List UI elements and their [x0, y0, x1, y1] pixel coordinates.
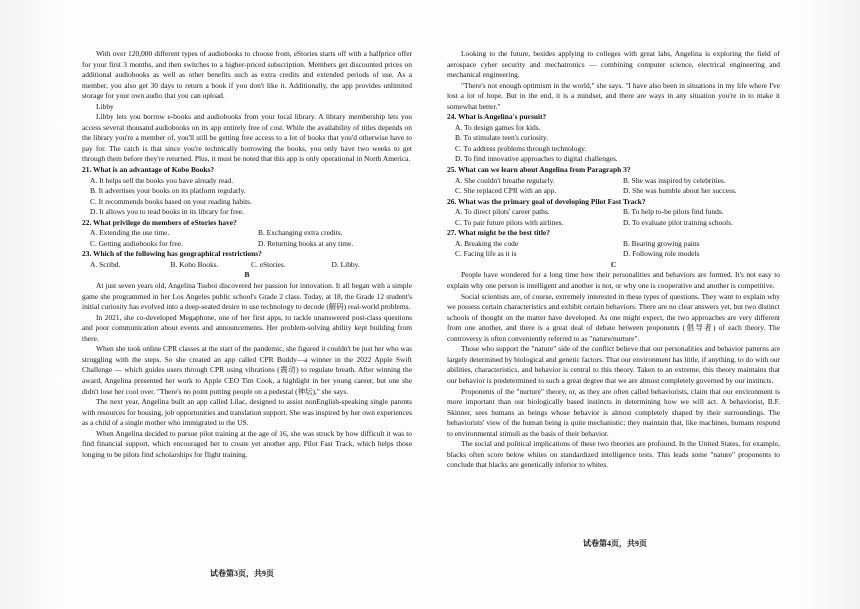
q27-option-b: B. Bearing growing pains [623, 238, 700, 248]
q26-options-row-1 [447, 207, 780, 218]
q25-option-a: A. She couldn't breathe regularly. [455, 175, 555, 185]
q21-option-c: C. It recommends books based on your reading habits. [90, 196, 252, 206]
q26-options-row-2 [447, 218, 780, 229]
passage-b-paragraph: The next year, Angelina built an app called Lilac, designed to assist nonEnglish-speaking single parents with resources for housing, job opportunities and translation support. She was inspired by her own experiences as a child of a single mother who immigrated to the US. [82, 397, 412, 428]
q22-options-row-1 [82, 228, 412, 239]
question-25: 25. What can we learn about Angelina from Paragraph 3? [447, 165, 631, 175]
libby-heading: Libby [96, 101, 114, 111]
q26-option-c: C. To pair future pilots with airlines. [455, 217, 564, 227]
q27-option-a: A. Breaking the code [455, 238, 519, 248]
q24-option-d: D. To find innovative approaches to digital challenges. [455, 154, 618, 164]
passage-b-paragraph: "There's not enough optimism in the world," she says. "I have also been in situations in my life where I've lost a lot of hope. But in the end, it is a mindset, and there are ways in any situation you're in to make it somewhat better." [447, 80, 780, 111]
q25-option-c: C. She replaced CPR with an app. [455, 186, 557, 196]
question-23: 23. Which of the following has geographical restrictions? [82, 249, 262, 259]
passage-b-paragraph: When Angelina decided to pursue pilot training at the age of 16, she was struck by how difficult it was to find financial support, which encouraged her to create yet another app, Pilot Fast Track, which helps those longing to be pilots find scholarships for flight training. [82, 428, 412, 459]
question-22: 22. What privilege do members of eStories have? [82, 217, 237, 227]
q23-options-row [82, 260, 412, 271]
q23-option-a: A. Scribd. [90, 259, 121, 269]
passage-b-paragraph: When she took online CPR classes at the start of the pandemic, she figured it couldn't be just her who was struggling with the steps. So she created an app called CPR Buddy—a winner in the 2022 Apple Swift Challenge — which guides users through CPR using vibrations (震动) to regulate breath. After winning the award, Angelina presented her work to Apple CEO Tim Cook, a highlight in her young career, but one she didn't lose her cool over. "There's no point putting people on a pedestal (神坛)," she says. [82, 344, 412, 396]
passage-c-paragraph: Social scientists are, of course, extremely interested in these types of questions. They want to explain why we possess certain characteristics and exhibit certain behaviors. There are no clear answers yet, but two distinct schools of thought on the matter have developed. As one might expect, the two approaches are very different from one another, and there is a great deal of debate between proponents (倡导者) of each theory. The controversy is often conveniently referred to as "nature/nurture". [447, 291, 780, 343]
page-4-column [447, 49, 780, 471]
q21-option-b: B. It advertises your books on its platform regularly. [90, 186, 246, 196]
q26-option-d: D. To evaluate pilot training schools. [623, 217, 733, 227]
q22-option-c: C. Getting audiobooks for free. [90, 238, 183, 248]
page-3-footer: 试卷第3页，共9页 [210, 569, 274, 578]
passage-b-paragraph: Looking to the future, besides applying to colleges with great labs, Angelina is exploring the field of aerospace cyber security and mechatronics — combining computer science, electrical engineering and mechanical engineering. [447, 49, 780, 80]
page-3-column [82, 49, 412, 460]
section-b-heading: B [244, 270, 250, 280]
q21-option-d: D. It allows you to read books in its library for free. [90, 207, 244, 217]
q24-option-c: C. To address problems through technology. [455, 143, 587, 153]
q22-options-row-2 [82, 239, 412, 250]
libby-paragraph: Libby lets you borrow e-books and audiobooks from your local library. A library membership lets you access several thousand audiobooks on its app entirely free of cost. While the availability of titles depends on the library you're a member of, you'll still be getting free access to a lot of books that you'd otherwise have to pay for. The catch is that since you're technically borrowing the books, you only have two weeks to get through them before they're returned. Plus, it must be noted that this app is only operational in North America. [82, 112, 412, 164]
q25-options-row-2 [447, 186, 780, 197]
section-c-heading: C [610, 259, 617, 269]
q27-option-c: C. Facing life as it is [455, 249, 517, 259]
passage-c-paragraph: Those who support the "nature" side of the conflict believe that our personalities and behavior patterns are largely determined by biological and genetic factors. That our environment has little, if anything, to do with our abilities, characteristics, and behavior is central to this theory. Taken to an extreme, this theory maintains that our behavior is predetermined to such a great degree that we are almost completely governed by our instincts. [447, 344, 780, 385]
passage-b-paragraph: In 2021, she co-developed Megaphone, one of her first apps, to tackle unanswered post-class questions and poor communication about events and announcements. Her problem-solving ability kept building from there. [82, 312, 412, 343]
q27-option-d: D. Following role models [623, 249, 700, 259]
q22-option-b: B. Exchanging extra credits. [258, 228, 343, 238]
passage-c-paragraph: The social and political implications of these two theories are profound. In the United States, for example, blacks often score below whites on standardized intelligence tests. This leads some "nature" proponents to conclude that blacks are genetically inferior to whites. [447, 439, 780, 470]
q25-options-row-1 [447, 176, 780, 187]
question-21: 21. What is an advantage of Kobo Books? [82, 165, 215, 175]
q26-option-b: B. To help to-be pilots find funds. [623, 207, 724, 217]
question-24: 24. What is Angelina's pursuit? [447, 112, 547, 122]
q25-option-d: D. She was humble about her success. [623, 186, 737, 196]
q23-option-c: C. eStories. [251, 259, 286, 269]
question-26: 26. What was the primary goal of developing Pilot Fast Track? [447, 196, 646, 206]
q24-option-a: A. To design games for kids. [455, 122, 541, 132]
scan-edge-left [0, 0, 60, 609]
q23-option-d: D. Libby. [331, 259, 360, 269]
passage-c-paragraph: Proponents of the "nurture" theory, or, as they are often called behaviorists, claim that our environment is more important than our biologically based instincts in determining how we will act. A behaviorist, B.F. Skinner, sees humans as beings whose behavior is almost completely shaped by their surroundings. The behaviorists' view of the human being is quite mechanistic; they maintain that, like machines, humans respond to environmental stimuli as the basis of their behavior. [447, 386, 780, 438]
q27-options-row-1 [447, 239, 780, 250]
page-4-footer: 试卷第4页，共9页 [583, 539, 647, 548]
q26-option-a: A. To direct pilots' career paths. [455, 207, 550, 217]
passage-b-paragraph: At just seven years old, Angelina Tsuboi discovered her passion for innovation. It all began with a simple game she programmed in her Los Angeles public school's Grade 2 class. Today, at 18, the Grade 12 student's initial curiosity has evolved into a deep-seated desire to use technology to decode (解码) real-world problems. [82, 281, 412, 312]
q27-options-row-2 [447, 249, 780, 260]
question-27: 27. What might be the best title? [447, 228, 550, 238]
q21-option-a: A. It helps sell the books you have already read. [90, 175, 234, 185]
scan-edge-right [800, 0, 860, 609]
q25-option-b: B. She was inspired by celebrities. [623, 175, 726, 185]
estories-paragraph: With over 120,000 different types of audiobooks to choose from, eStories starts off with a halfprice offer for your first 3 months, and then switches to a higher-priced subscription. Members get discounted prices on additional audiobooks as well as other benefits such as extra credits and extended periods of use. As a member, you also get 30 days to return a book if you don't like it. Additionally, the app provides unlimited storage for your own audio that you can upload. [82, 49, 412, 101]
q22-option-a: A. Extending the use time. [90, 228, 170, 238]
q24-option-b: B. To stimulate teen's curiosity. [455, 133, 549, 143]
q22-option-d: D. Returning books at any time. [258, 238, 354, 248]
passage-c-paragraph: People have wondered for a long time how their personalities and behaviors are formed. It's not easy to explain why one person is intelligent and another is not, or why one is cooperative and another is competitive. [447, 270, 780, 291]
q23-option-b: B. Kobo Books. [170, 259, 219, 269]
